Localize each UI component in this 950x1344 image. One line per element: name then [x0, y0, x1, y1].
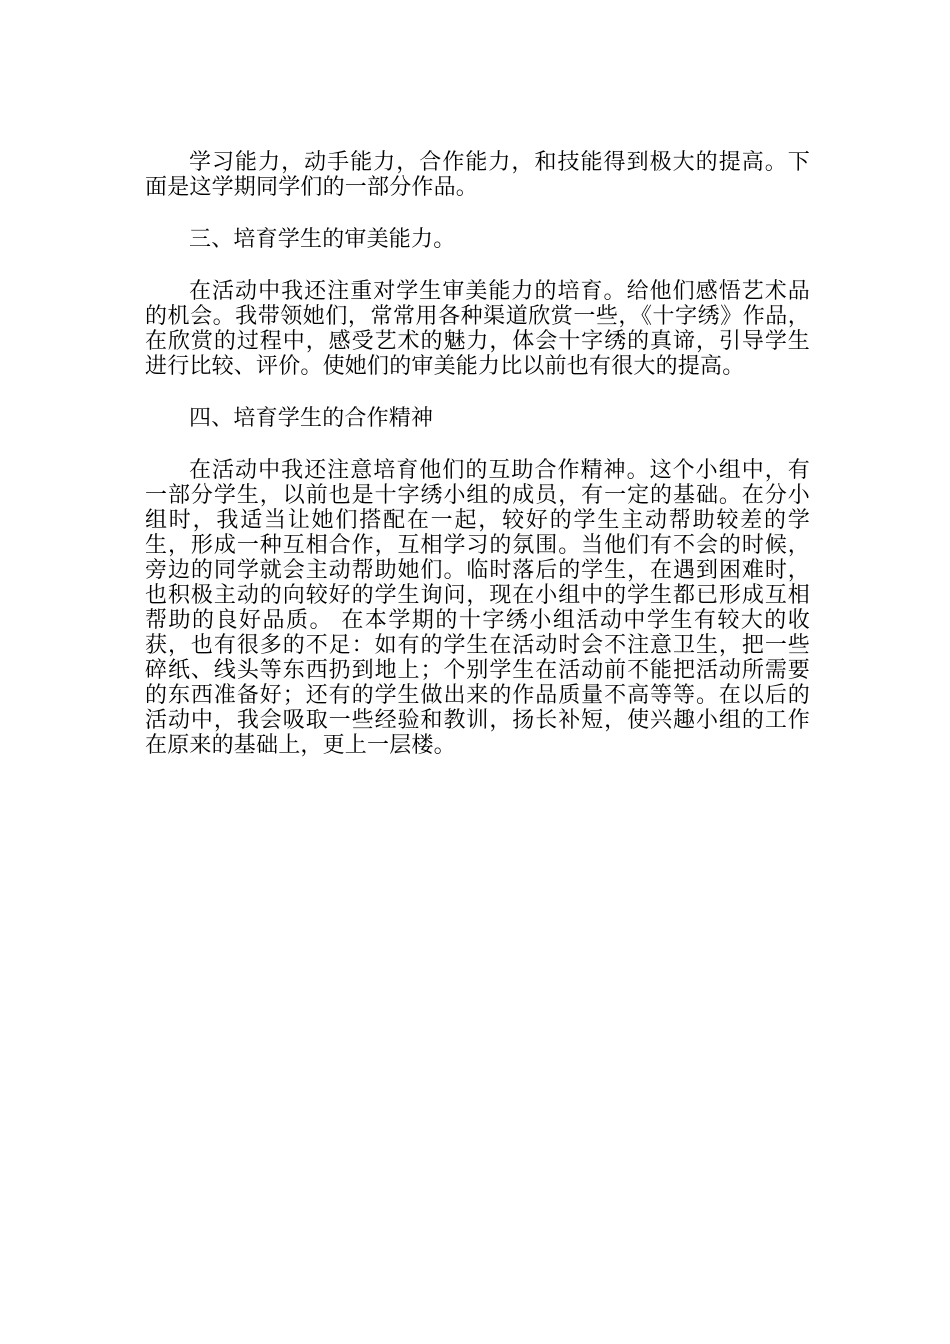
section-heading-aesthetic: 三、培育学生的审美能力。: [189, 227, 456, 252]
paragraph-aesthetic: 在活动中我还注重对学生审美能力的培育。给他们感悟艺术品的机会。我带领她们，常常用各种渠道欣赏一些，《十字绣》作品，在欣赏的过程中，感受艺术的魅力，体会十字绣的真谛，引导学生进行比较、评价。使她们的审美能力比以前也有很大的提高。: [145, 279, 810, 379]
paragraph-cooperation: 在活动中我还注意培育他们的互助合作精神。这个小组中，有一部分学生，以前也是十字绣小组的成员，有一定的基础。在分小组时，我适当让她们搭配在一起，较好的学生主动帮助较差的学生，形成一种互相合作，互相学习的氛围。当他们有不会的时候，旁边的同学就会主动帮助她们。临时落后的学生，在遇到困难时，也积极主动的向较好的学生询问，现在小组中的学生都已形成互相帮助的良好品质。 在本学期的十字绣小组活动中学生有较大的收获，也有很多的不足：如有的学生在活动时会不注意卫生，把一些碎纸、线头等东西扔到地上；个别学生在活动前不能把活动所需要的东西准备好；还有的学生做出来的作品质量不高等等。在以后的活动中，我会吸取一些经验和教训，扬长补短，使兴趣小组的工作在原来的基础上，更上一层楼。: [145, 458, 810, 758]
document-body: [145, 150, 810, 785]
section-heading-cooperation: 四、培育学生的合作精神: [189, 406, 434, 431]
paragraph-abilities-summary: 学习能力，动手能力，合作能力，和技能得到极大的提高。下面是这学期同学们的一部分作品。: [145, 150, 810, 200]
